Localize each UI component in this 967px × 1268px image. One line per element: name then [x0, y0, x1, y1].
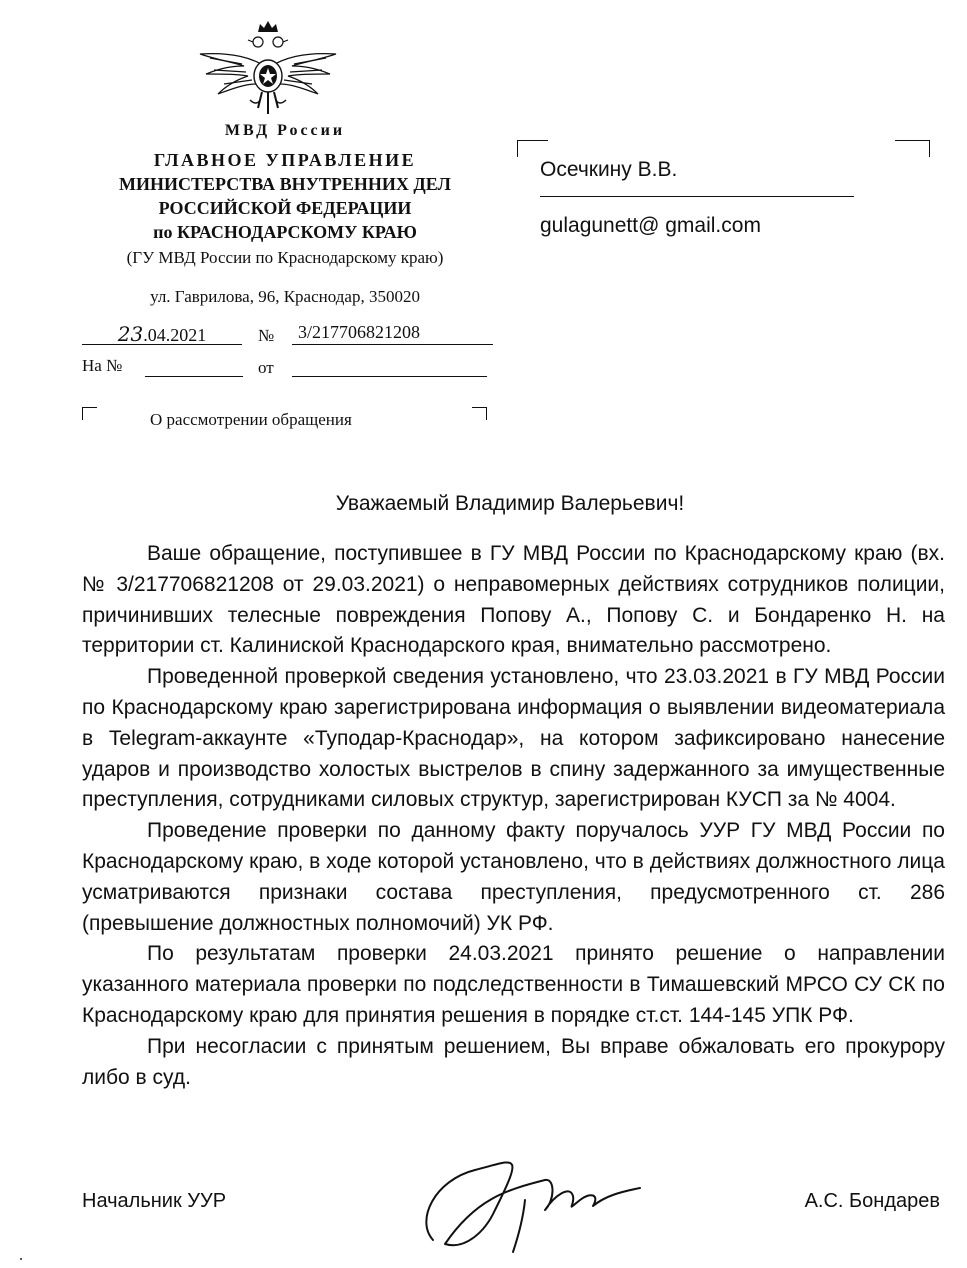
org-short-name: МВД России — [224, 122, 346, 139]
scan-speck — [20, 1258, 22, 1260]
outgoing-date — [82, 322, 242, 345]
letter-body — [82, 539, 945, 1093]
reference-from-label: от — [258, 358, 274, 377]
subject-bracket-right — [472, 407, 487, 420]
reference-date-blank — [292, 354, 487, 377]
registration-number: 3/217706821208 — [292, 322, 493, 345]
subject-bracket-left — [82, 407, 97, 420]
body-paragraph: Проведенной проверкой сведения установлено, что 23.03.2021 в ГУ МВД России по Краснодарскому краю зарегистрирована информация о выявлении видеоматериала в Telegram-аккаунте «Туподар-Краснодар», на котором зафиксировано нанесение ударов и производство холостых выстрелов в спину задержанного за имущественные преступления, сотрудниками силовых структур, зарегистрирован КУСП за № 4004. — [82, 665, 945, 812]
body-paragraph: Ваше обращение, поступившее в ГУ МВД России по Краснодарскому краю (вх. № 3/217706821208 от 29.03.2021) о неправомерных действиях сотрудников полиции, причинивших телесные повреждения Попову А., Попову С. и Бондаренко Н. на территории ст. Калиниской Краснодарского края, внимательно рассмотрено. — [82, 542, 945, 658]
addressee-bracket-left — [517, 140, 548, 157]
body-paragraph: По результатам проверки 24.03.2021 принято решение о направлении указанного материала проверки по подследственности в Тимашевский МРСО СУ СК по Краснодарскому краю для принятия решения в порядке ст.ст. 144-145 УПК РФ. — [82, 942, 945, 1027]
date-day-handwritten: 23 — [117, 322, 144, 346]
mvd-emblem-icon — [198, 18, 338, 118]
body-paragraph: При несогласии с принятым решением, Вы вправе обжаловать его прокурору либо в суд. — [82, 1034, 945, 1089]
signatory-position: Начальник УУР — [82, 1190, 227, 1212]
addressee-underline — [540, 196, 854, 197]
salutation: Уважаемый Владимир Валерьевич! — [335, 492, 685, 515]
date-month-year: .04.2021 — [143, 325, 207, 345]
org-name-line: МИНИСТЕРСТВА ВНУТРЕННИХ ДЕЛ — [119, 174, 451, 194]
org-name-line: РОССИЙСКОЙ ФЕДЕРАЦИИ — [158, 198, 412, 218]
reference-number-blank — [145, 354, 243, 377]
org-name-line: ГЛАВНОЕ УПРАВЛЕНИЕ — [153, 150, 417, 170]
reference-number-label: На № — [82, 356, 123, 375]
addressee-bracket-right — [895, 140, 930, 157]
addressee-name: Осечкину В.В. — [540, 158, 678, 181]
org-address: ул. Гаврилова, 96, Краснодар, 350020 — [150, 287, 420, 306]
body-paragraph: Проведение проверки по данному факту поручалось УУР ГУ МВД России по Краснодарскому краю, в ходе которой установлено, что в действиях должностного лица усматриваются признаки состава преступления, предусмотренного ст. 286 (превышение должностных полномочий) УК РФ. — [82, 819, 945, 935]
handwritten-signature-icon — [405, 1140, 645, 1258]
letter-subject: О рассмотрении обращения — [150, 410, 352, 429]
org-abbreviation: (ГУ МВД России по Краснодарскому краю) — [126, 248, 444, 267]
addressee-email: gulagunett@ gmail.com — [540, 214, 761, 237]
org-name-line: по КРАСНОДАРСКОМУ КРАЮ — [153, 222, 417, 242]
number-sign: № — [258, 326, 275, 345]
signatory-name: А.С. Бондарев — [804, 1190, 940, 1212]
